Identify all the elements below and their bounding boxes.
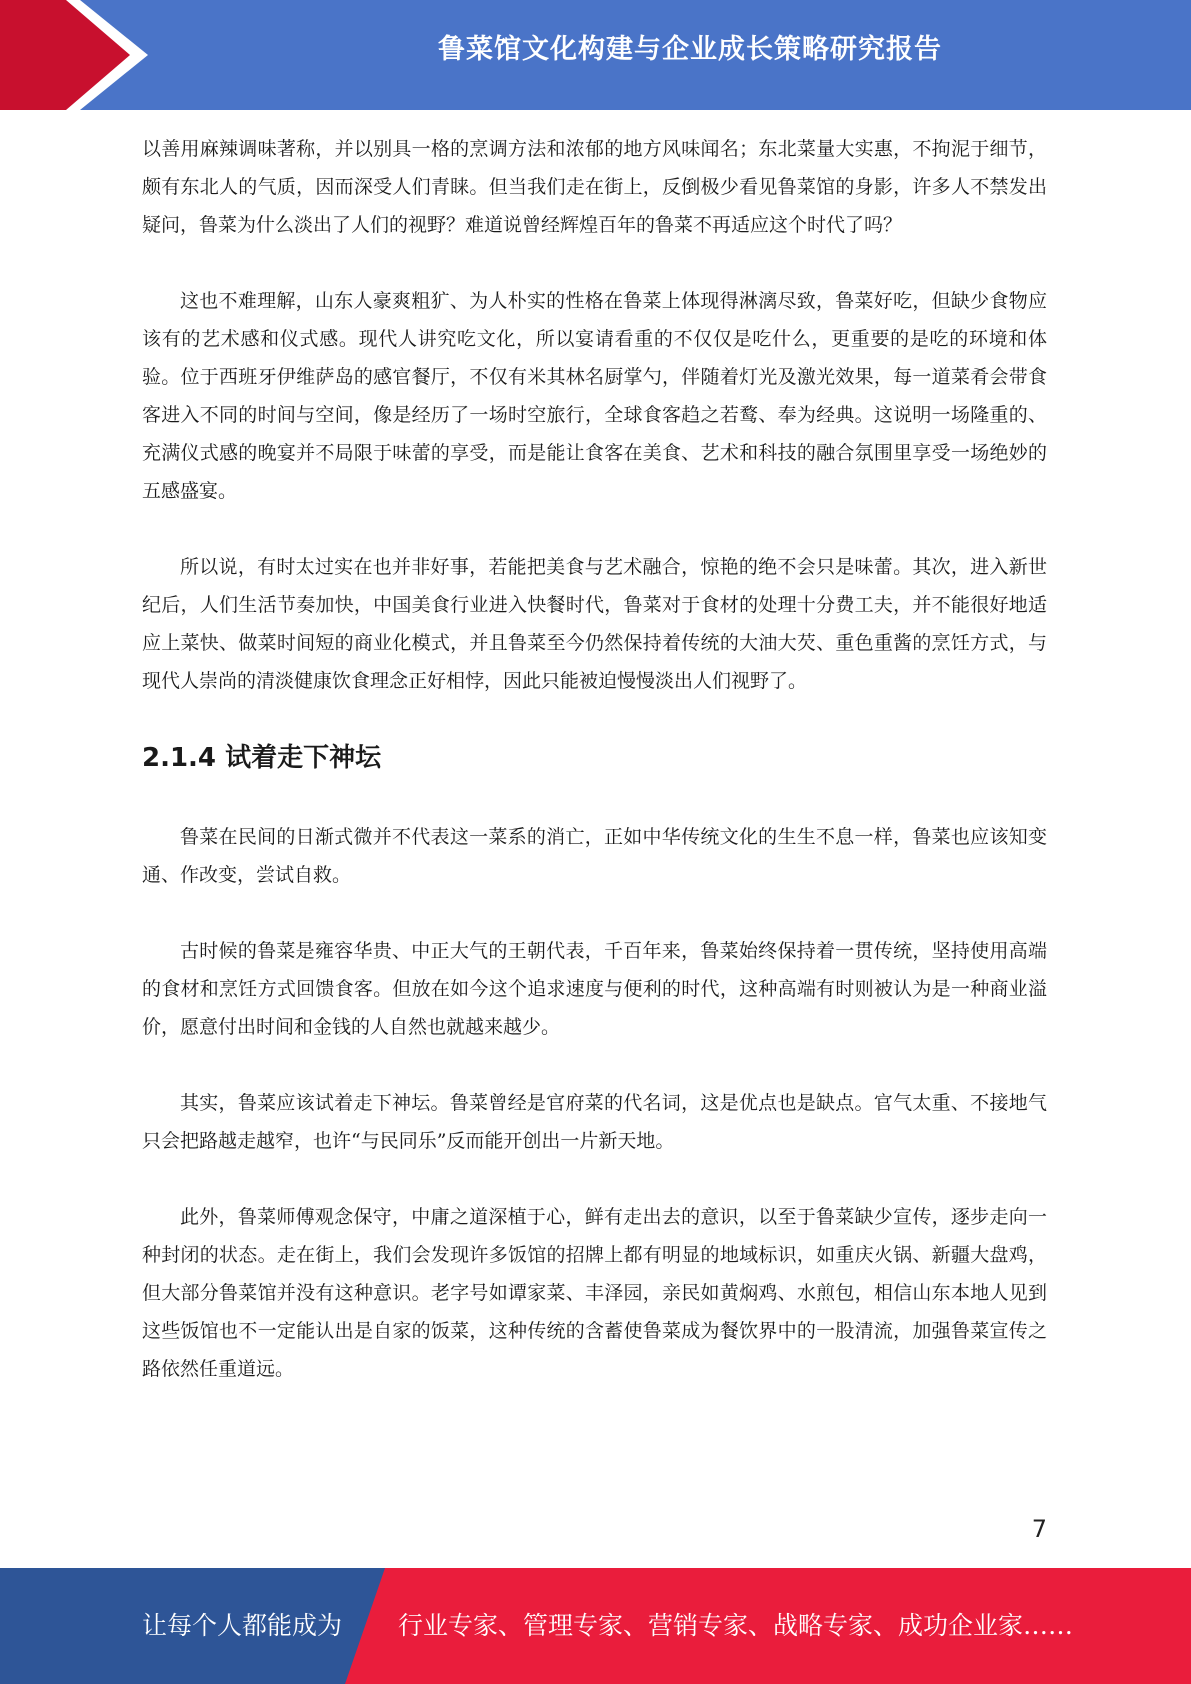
paragraph-5: 古时候的鲁菜是雍容华贵、中正大气的王朝代表，千百年来，鲁菜始终保持着一贯传统，坚持使用高端的食材和烹饪方式回馈食客。但放在如今这个追求速度与便利的时代，这种高端有时则被认为是一种商业溢价，愿意付出时间和金钱的人自然也就越来越少。	[142, 940, 1047, 1038]
paragraph-3: 所以说，有时太过实在也并非好事，若能把美食与艺术融合，惊艳的绝不会只是味蕾。其次，进入新世纪后，人们生活节奏加快，中国美食行业进入快餐时代，鲁菜对于食材的处理十分费工夫，并不能很好地适应上菜快、做菜时间短的商业化模式，并且鲁菜至今仍然保持着传统的大油大芡、重色重酱的烹饪方式，与现代人崇尚的清淡健康饮食理念正好相悖，因此只能被迫慢慢淡出人们视野了。	[142, 556, 1047, 692]
report-title: 鲁菜馆文化构建与企业成长策略研究报告	[438, 34, 942, 65]
document-body	[142, 130, 1047, 1426]
section-heading: 2.1.4 试着走下神坛	[142, 743, 382, 773]
footer-slogan-right: 行业专家、管理专家、营销专家、战略专家、成功企业家……	[398, 1611, 1074, 1640]
footer-slogan-left: 让每个人都能成为	[142, 1611, 343, 1640]
header-chevron-icon	[0, 0, 160, 110]
page-footer	[0, 1568, 1191, 1684]
paragraph-6: 其实，鲁菜应该试着走下神坛。鲁菜曾经是官府菜的代名词，这是优点也是缺点。官气太重、不接地气只会把路越走越窄，也许“与民同乐”反而能开创出一片新天地。	[142, 1092, 1047, 1152]
paragraph-7: 此外，鲁菜师傅观念保守，中庸之道深植于心，鲜有走出去的意识，以至于鲁菜缺少宣传，逐步走向一种封闭的状态。走在街上，我们会发现许多饭馆的招牌上都有明显的地域标识，如重庆火锅、新疆大盘鸡，但大部分鲁菜馆并没有这种意识。老字号如谭家菜、丰泽园，亲民如黄焖鸡、水煎包，相信山东本地人见到这些饭馆也不一定能认出是自家的饭菜，这种传统的含蓄使鲁菜成为餐饮界中的一股清流，加强鲁菜宣传之路依然任重道远。	[142, 1206, 1047, 1380]
page-number: 7	[1031, 1515, 1047, 1543]
page-header	[0, 0, 1191, 110]
paragraph-1: 以善用麻辣调味著称，并以别具一格的烹调方法和浓郁的地方风味闻名；东北菜量大实惠，不拘泥于细节，颇有东北人的气质，因而深受人们青睐。但当我们走在街上，反倒极少看见鲁菜馆的身影，许多人不禁发出疑问，鲁菜为什么淡出了人们的视野？难道说曾经辉煌百年的鲁菜不再适应这个时代了吗？	[142, 138, 1047, 236]
paragraph-2: 这也不难理解，山东人豪爽粗犷、为人朴实的性格在鲁菜上体现得淋漓尽致，鲁菜好吃，但缺少食物应该有的艺术感和仪式感。现代人讲究吃文化，所以宴请看重的不仅仅是吃什么，更重要的是吃的环境和体验。位于西班牙伊维萨岛的感官餐厅，不仅有米其林名厨掌勺，伴随着灯光及激光效果，每一道菜肴会带食客进入不同的时间与空间，像是经历了一场时空旅行，全球食客趋之若鹜、奉为经典。这说明一场隆重的、充满仪式感的晚宴并不局限于味蕾的享受，而是能让食客在美食、艺术和科技的融合氛围里享受一场绝妙的五感盛宴。	[142, 290, 1047, 502]
paragraph-4: 鲁菜在民间的日渐式微并不代表这一菜系的消亡，正如中华传统文化的生生不息一样，鲁菜也应该知变通、作改变，尝试自救。	[142, 826, 1047, 886]
